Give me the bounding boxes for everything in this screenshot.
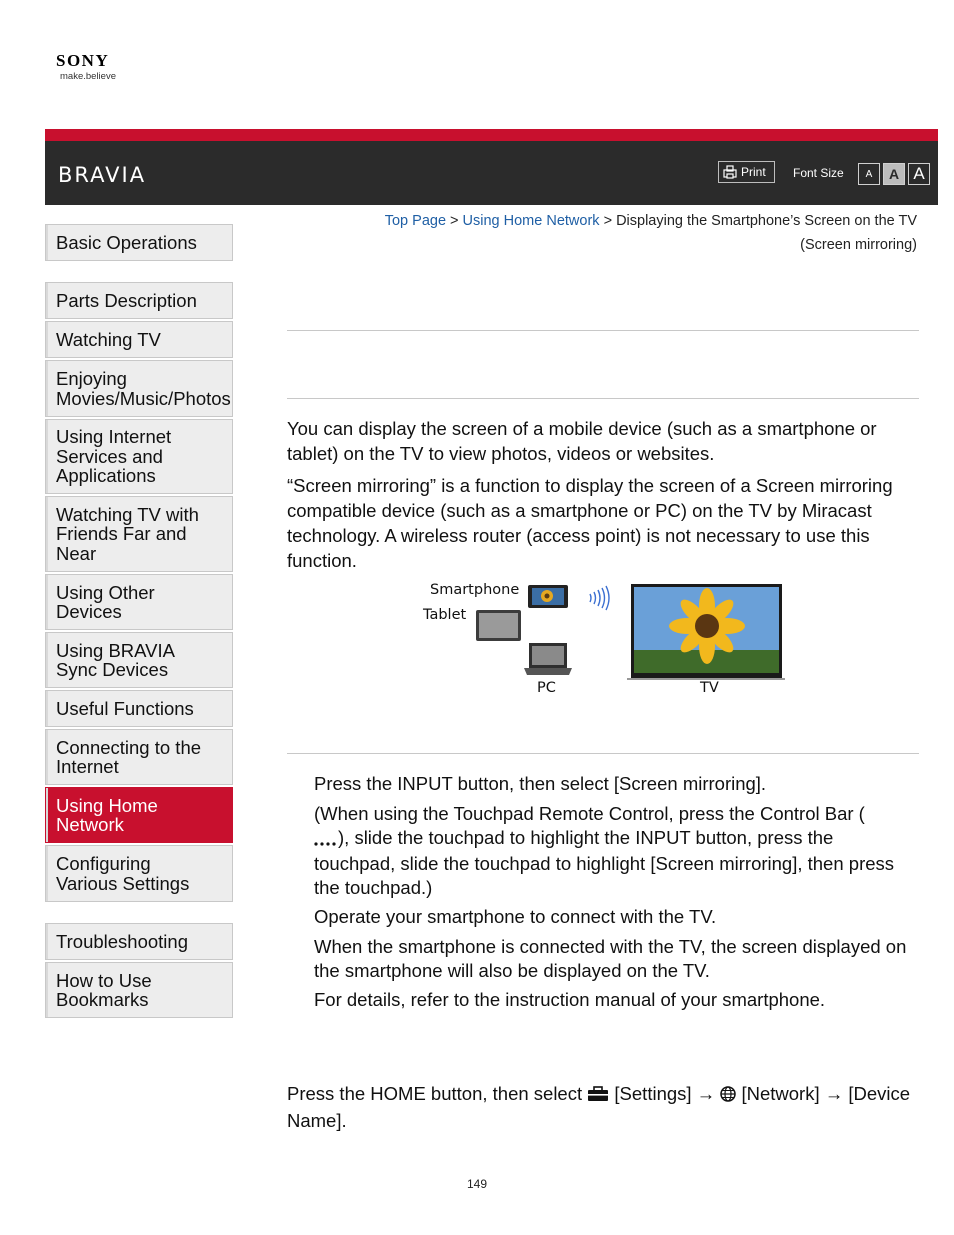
screen-mirroring-diagram <box>420 580 785 700</box>
section-divider <box>287 398 919 399</box>
breadcrumb-current-sub: (Screen mirroring) <box>800 237 917 253</box>
tablet-icon <box>476 610 521 641</box>
step-1-note: (When using the Touchpad Remote Control, press the Control Bar ( ), slide the touchpad to highlight the INPUT button, press the touchpad, slide the touchpad to highlight [Screen mirroring], then press the touchpad.) <box>314 803 895 898</box>
title-divider <box>287 330 919 331</box>
breadcrumb-using-home-network[interactable]: Using Home Network <box>462 213 600 229</box>
step-2-note-details: For details, refer to the instruction manual of your smartphone. <box>314 989 826 1010</box>
steps-divider <box>287 753 919 754</box>
network-globe-icon <box>720 1083 736 1108</box>
laptop-icon <box>524 643 572 675</box>
breadcrumb <box>287 209 917 257</box>
sony-tagline: make.believe <box>60 71 116 82</box>
diagram-smartphone-label: Smartphone <box>430 582 520 598</box>
breadcrumb-separator: > <box>450 213 459 229</box>
wireless-signal-icon <box>590 586 609 610</box>
diagram-tablet-label: Tablet <box>423 607 467 623</box>
sidebar-item-internet-services[interactable]: Using Internet Services and Applications <box>45 419 233 494</box>
step-2-text: Operate your smartphone to connect with the TV. <box>314 906 717 927</box>
device-name-instructions: Press the HOME button, then select [Settings] → [Network] → [Device Name]. <box>287 1083 911 1131</box>
sidebar-item-useful-functions[interactable]: Useful Functions <box>45 690 233 727</box>
font-size-large-button[interactable]: A <box>908 163 930 185</box>
sidebar-item-watching-tv[interactable]: Watching TV <box>45 321 233 358</box>
sidebar-item-bravia-sync[interactable]: Using BRAVIA Sync Devices <box>45 632 233 688</box>
sidebar-item-basic-operations[interactable]: Basic Operations <box>45 224 233 261</box>
sidebar-item-watching-with-friends[interactable]: Watching TV with Friends Far and Near <box>45 496 233 572</box>
sidebar-item-other-devices[interactable]: Using Other Devices <box>45 574 233 630</box>
font-size-medium-button[interactable]: A <box>883 163 905 185</box>
sidebar-item-bookmarks[interactable]: How to Use Bookmarks <box>45 962 233 1018</box>
smartphone-icon <box>528 585 568 608</box>
header-accent-stripe <box>45 129 938 141</box>
control-bar-icon <box>314 828 338 852</box>
sony-logo <box>56 52 116 82</box>
sidebar-item-troubleshooting[interactable]: Troubleshooting <box>45 923 233 960</box>
sidebar-item-home-network[interactable]: Using Home Network <box>45 787 233 843</box>
font-size-label: Font Size <box>793 166 844 180</box>
print-button[interactable] <box>718 161 775 183</box>
screen-mirroring-description: “Screen mirroring” is a function to display the screen of a Screen mirroring compatible device (such as a smartphone or PC) on the TV by Miracast technology. A wireless router (access point) is not necessary to use this function. <box>287 475 893 571</box>
print-label: Print <box>741 165 766 179</box>
tv-icon <box>627 584 785 680</box>
sidebar-item-configuring-settings[interactable]: Configuring Various Settings <box>45 845 233 902</box>
print-icon <box>723 165 737 179</box>
breadcrumb-top-page[interactable]: Top Page <box>384 213 447 229</box>
step-1-text: Press the INPUT button, then select [Screen mirroring]. <box>314 773 767 794</box>
sony-wordmark: SONY <box>56 51 110 70</box>
diagram-illustration <box>420 580 785 700</box>
intro-paragraph: You can display the screen of a mobile device (such as a smartphone or tablet) on the TV to view photos, videos or websites. <box>287 418 877 464</box>
sidebar-item-parts-description[interactable]: Parts Description <box>45 282 233 319</box>
bravia-logo: BRAVIA <box>58 163 147 187</box>
sidebar-item-connecting-internet[interactable]: Connecting to the Internet <box>45 729 233 785</box>
settings-toolbox-icon <box>587 1083 609 1108</box>
diagram-tv-label: TV <box>700 680 719 696</box>
diagram-pc-label: PC <box>537 680 556 696</box>
step-2-note: When the smartphone is connected with the TV, the screen displayed on the smartphone will also be displayed on the TV. <box>314 936 907 981</box>
sidebar-item-enjoying-movies[interactable]: Enjoying Movies/Music/Photos <box>45 360 233 417</box>
breadcrumb-current: Displaying the Smartphone’s Screen on the TV <box>616 213 917 229</box>
page-number: 149 <box>466 1177 488 1191</box>
font-size-small-button[interactable]: A <box>858 163 880 185</box>
breadcrumb-separator: > <box>603 213 613 229</box>
